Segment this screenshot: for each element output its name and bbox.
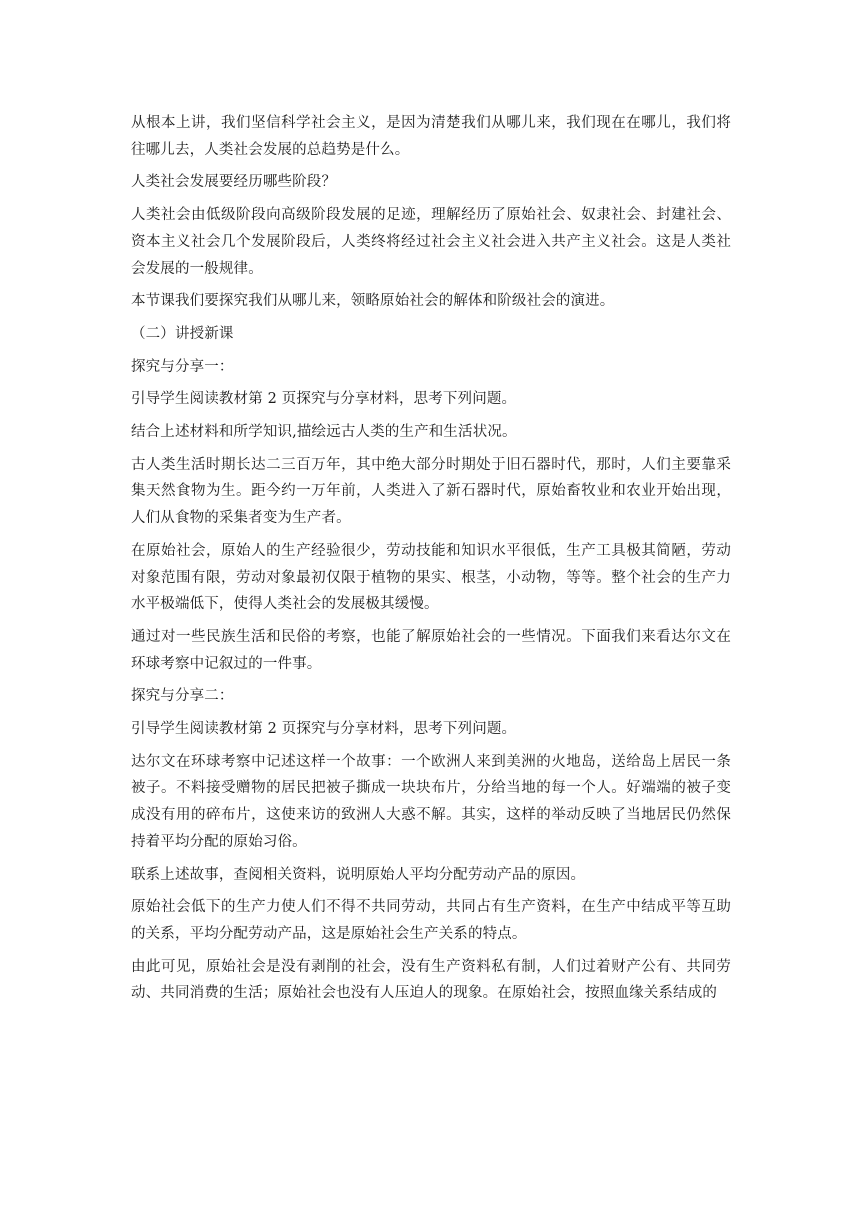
paragraph-lesson-goal: 本节课我们要探究我们从哪儿来，领略原始社会的解体和阶级社会的演进。 [131, 293, 615, 310]
paragraph-primitive-productivity: 在原始社会，原始人的生产经验很少，劳动技能和知识水平很低，生产工具极其简陋，劳动对象范围有限，劳动对象最初仅限于植物的果实、根茎，小动物，等等。整个社会的生产力水平极端低下，使得人类社会的发展极其缓慢。 [131, 542, 731, 613]
paragraph-stages-answer: 人类社会由低级阶段向高级阶段发展的足迹，理解经历了原始社会、奴隶社会、封建社会、资本主义社会几个发展阶段后，人类终将经过社会主义社会进入共产主义社会。这是人类社会发展的一般规律。 [131, 207, 731, 277]
paragraph-darwin-intro: 通过对一些民族生活和民俗的考察，也能了解原始社会的一些情况。下面我们来看达尔文在环球考察中记叙过的一件事。 [131, 628, 731, 672]
document-body [131, 110, 731, 1013]
paragraph-intro: 从根本上讲，我们坚信科学社会主义，是因为清楚我们从哪儿来，我们现在在哪儿，我们将往哪儿去，人类社会发展的总趋势是什么。 [131, 115, 731, 158]
paragraph-production-relations: 原始社会低下的生产力使人们不得不共同劳动，共同占有生产资料，在生产中结成平等互助的关系，平均分配劳动产品，这是原始社会生产关系的特点。 [131, 899, 731, 942]
paragraph-guide-reading-2: 引导学生阅读教材第 2 页探究与分享材料，思考下列问题。 [131, 721, 517, 738]
paragraph-conclusion: 由此可见，原始社会是没有剥削的社会，没有生产资料私有制，人们过着财产公有、共同劳动、共同消费的生活；原始社会也没有人压迫人的现象。在原始社会，按照血缘关系结成的 [131, 958, 731, 1002]
paragraph-ancient-humans: 古人类生活时期长达二三百万年，其中绝大部分时期处于旧石器时代，那时，人们主要靠采集天然食物为生。距今约一万年前，人类进入了新石器时代，原始畜牧业和农业开始出现，人们从食物的采集者变为生产者。 [131, 456, 731, 527]
paragraph-guide-reading-1: 引导学生阅读教材第 2 页探究与分享材料，思考下列问题。 [131, 391, 517, 408]
paragraph-darwin-story: 达尔文在环球考察中记述这样一个故事：一个欧洲人来到美洲的火地岛，送给岛上居民一条被子。不料接受赠物的居民把被子撕成一块块布片，分给当地的每一个人。好端端的被子变成没有用的碎布片，这使来访的致洲人大惑不解。其实，这样的举动反映了当地居民仍然保持着平均分配的原始习俗。 [131, 753, 731, 850]
section-heading-new-lesson: （二）讲授新课 [131, 325, 234, 342]
subheading-explore-share-2: 探究与分享二： [131, 688, 234, 705]
paragraph-question-distribution: 联系上述故事，查阅相关资料，说明原始人平均分配劳动产品的原因。 [131, 866, 586, 883]
paragraph-question-describe: 结合上述材料和所学知识,描绘远古人类的生产和生活状况。 [131, 424, 517, 441]
subheading-explore-share-1: 探究与分享一： [131, 358, 234, 375]
paragraph-question-stages: 人类社会发展要经历哪些阶段？ [131, 174, 337, 191]
